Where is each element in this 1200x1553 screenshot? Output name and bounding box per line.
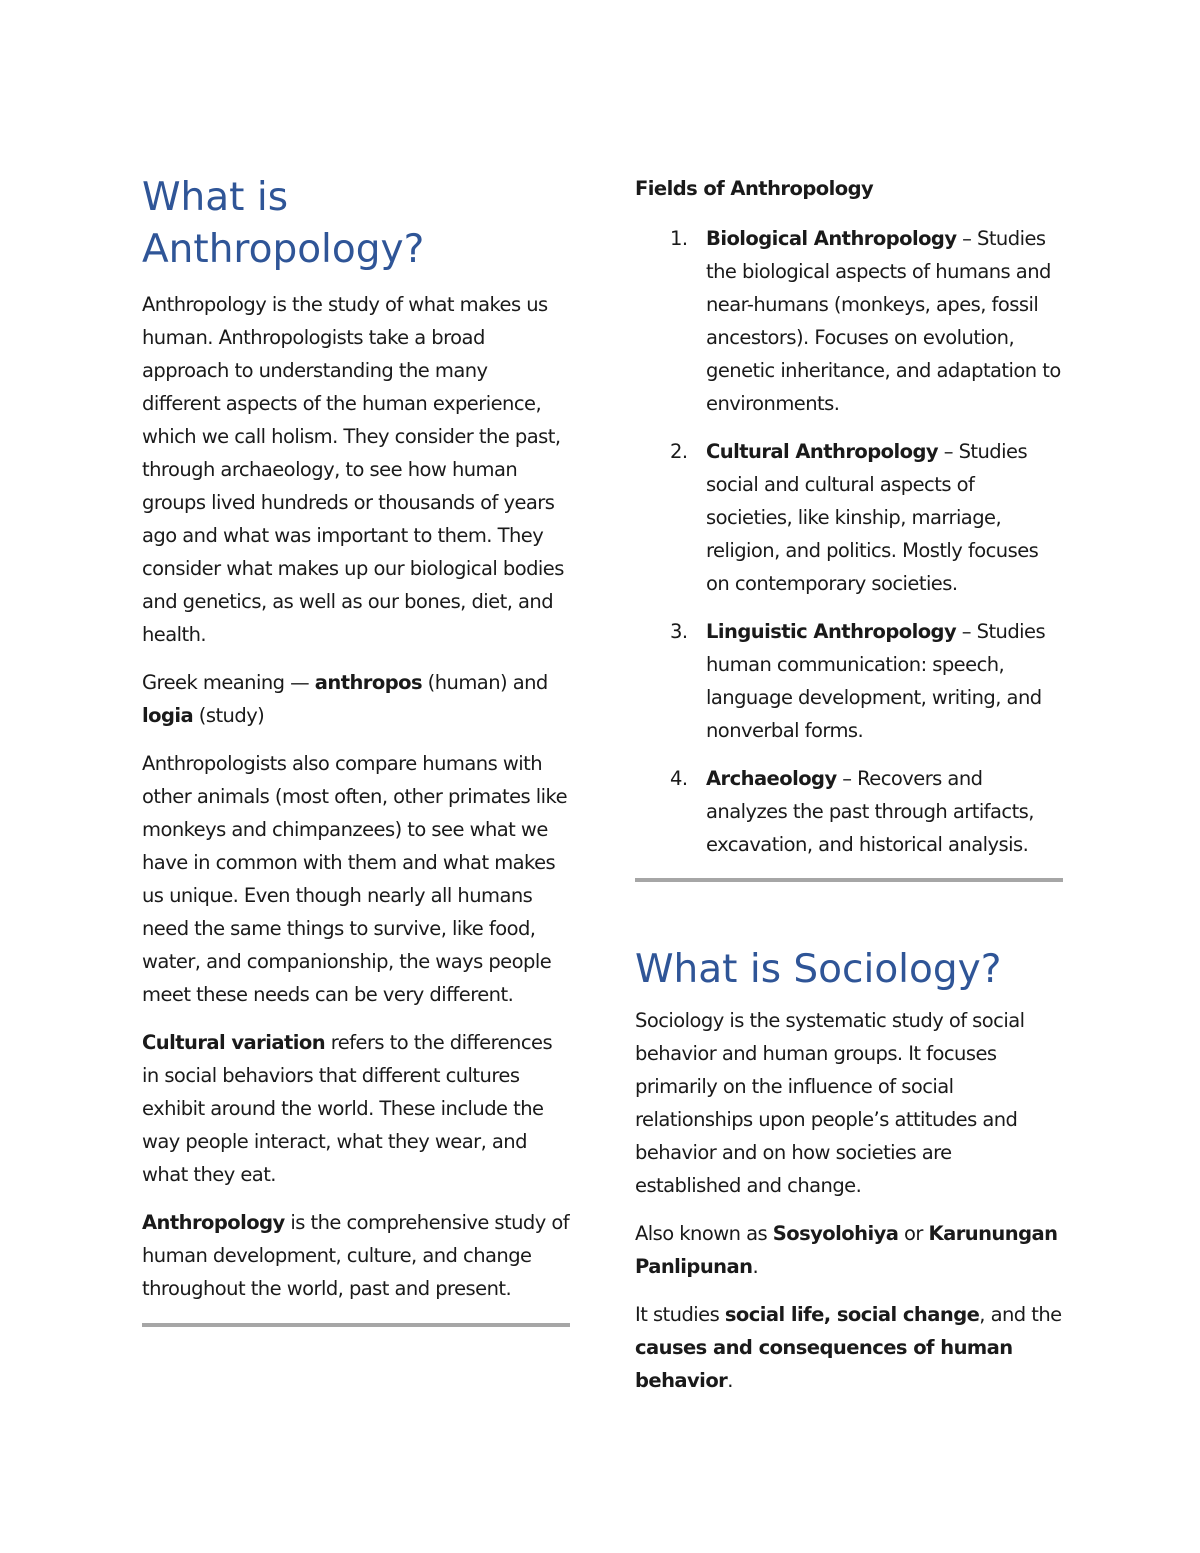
field-name: Biological Anthropology: [706, 227, 957, 250]
list-item: [635, 222, 1063, 420]
list-number: 4.: [670, 767, 688, 790]
list-number: 3.: [670, 620, 688, 643]
list-item: [635, 615, 1063, 747]
left-column: [142, 172, 570, 1327]
field-name: Cultural Anthropology: [706, 440, 939, 463]
field-name: Archaeology: [706, 767, 837, 790]
list-number: 2.: [670, 440, 688, 463]
field-desc: – Studies human communication: speech, language development, writing, and nonverbal forms.: [706, 620, 1046, 742]
anthropology-compare: Anthropologists also compare humans with other animals (most often, other primates like monkeys and chimpanzees) to see what we have in common with them and what makes us unique. Even though nearly all humans need the same things to survive, like food, water, and companionship, the ways people meet these needs can be very different.: [142, 752, 568, 1006]
field-name: Linguistic Anthropology: [706, 620, 957, 643]
fields-heading: Fields of Anthropology: [635, 177, 874, 200]
anthropology-intro: Anthropology is the study of what makes us human. Anthropologists take a broad approach to understanding the many different aspects of the human experience, which we call holism. They consider the past, through archaeology, to see how human groups lived hundreds or thousands of years ago and what was important to them. They consider what makes up our biological bodies and genetics, as well as our bones, diet, and health.: [142, 293, 564, 646]
sociology-intro: Sociology is the systematic study of social behavior and human groups. It focuses primarily on the influence of social relationships upon people’s attitudes and behavior and on how societies are established and change.: [635, 1009, 1025, 1197]
field-desc: – Studies the biological aspects of humans and near-humans (monkeys, apes, fossil ancestors). Focuses on evolution, genetic inheritance, and adaptation to environments.: [706, 227, 1061, 415]
sociology-studies: It studies social life, social change, and the causes and consequences of human behavior.: [635, 1303, 1062, 1392]
sociology-heading: What is Sociology?: [635, 947, 1002, 992]
list-number: 1.: [670, 227, 688, 250]
greek-meaning: Greek meaning — anthropos (human) and logia (study): [142, 671, 548, 727]
field-desc: – Recovers and analyzes the past through artifacts, excavation, and historical analysis.: [706, 767, 1034, 856]
fields-list: [635, 222, 1063, 861]
list-item: [635, 762, 1063, 861]
section-divider-right: [635, 878, 1063, 882]
cultural-variation: Cultural variation refers to the differences in social behaviors that different cultures exhibit around the world. These include the way people interact, what they wear, and what they eat.: [142, 1031, 553, 1186]
anthropology-definition: Anthropology is the comprehensive study of human development, culture, and change throughout the world, past and present.: [142, 1211, 570, 1300]
anthropology-heading: What is Anthropology?: [142, 175, 425, 272]
right-column: [635, 172, 1063, 1412]
section-divider-left: [142, 1323, 570, 1327]
list-item: [635, 435, 1063, 600]
sociology-aka: Also known as Sosyolohiya or Karunungan Panlipunan.: [635, 1222, 1058, 1278]
field-desc: – Studies social and cultural aspects of societies, like kinship, marriage, religion, and politics. Mostly focuses on contemporary societies.: [706, 440, 1039, 595]
